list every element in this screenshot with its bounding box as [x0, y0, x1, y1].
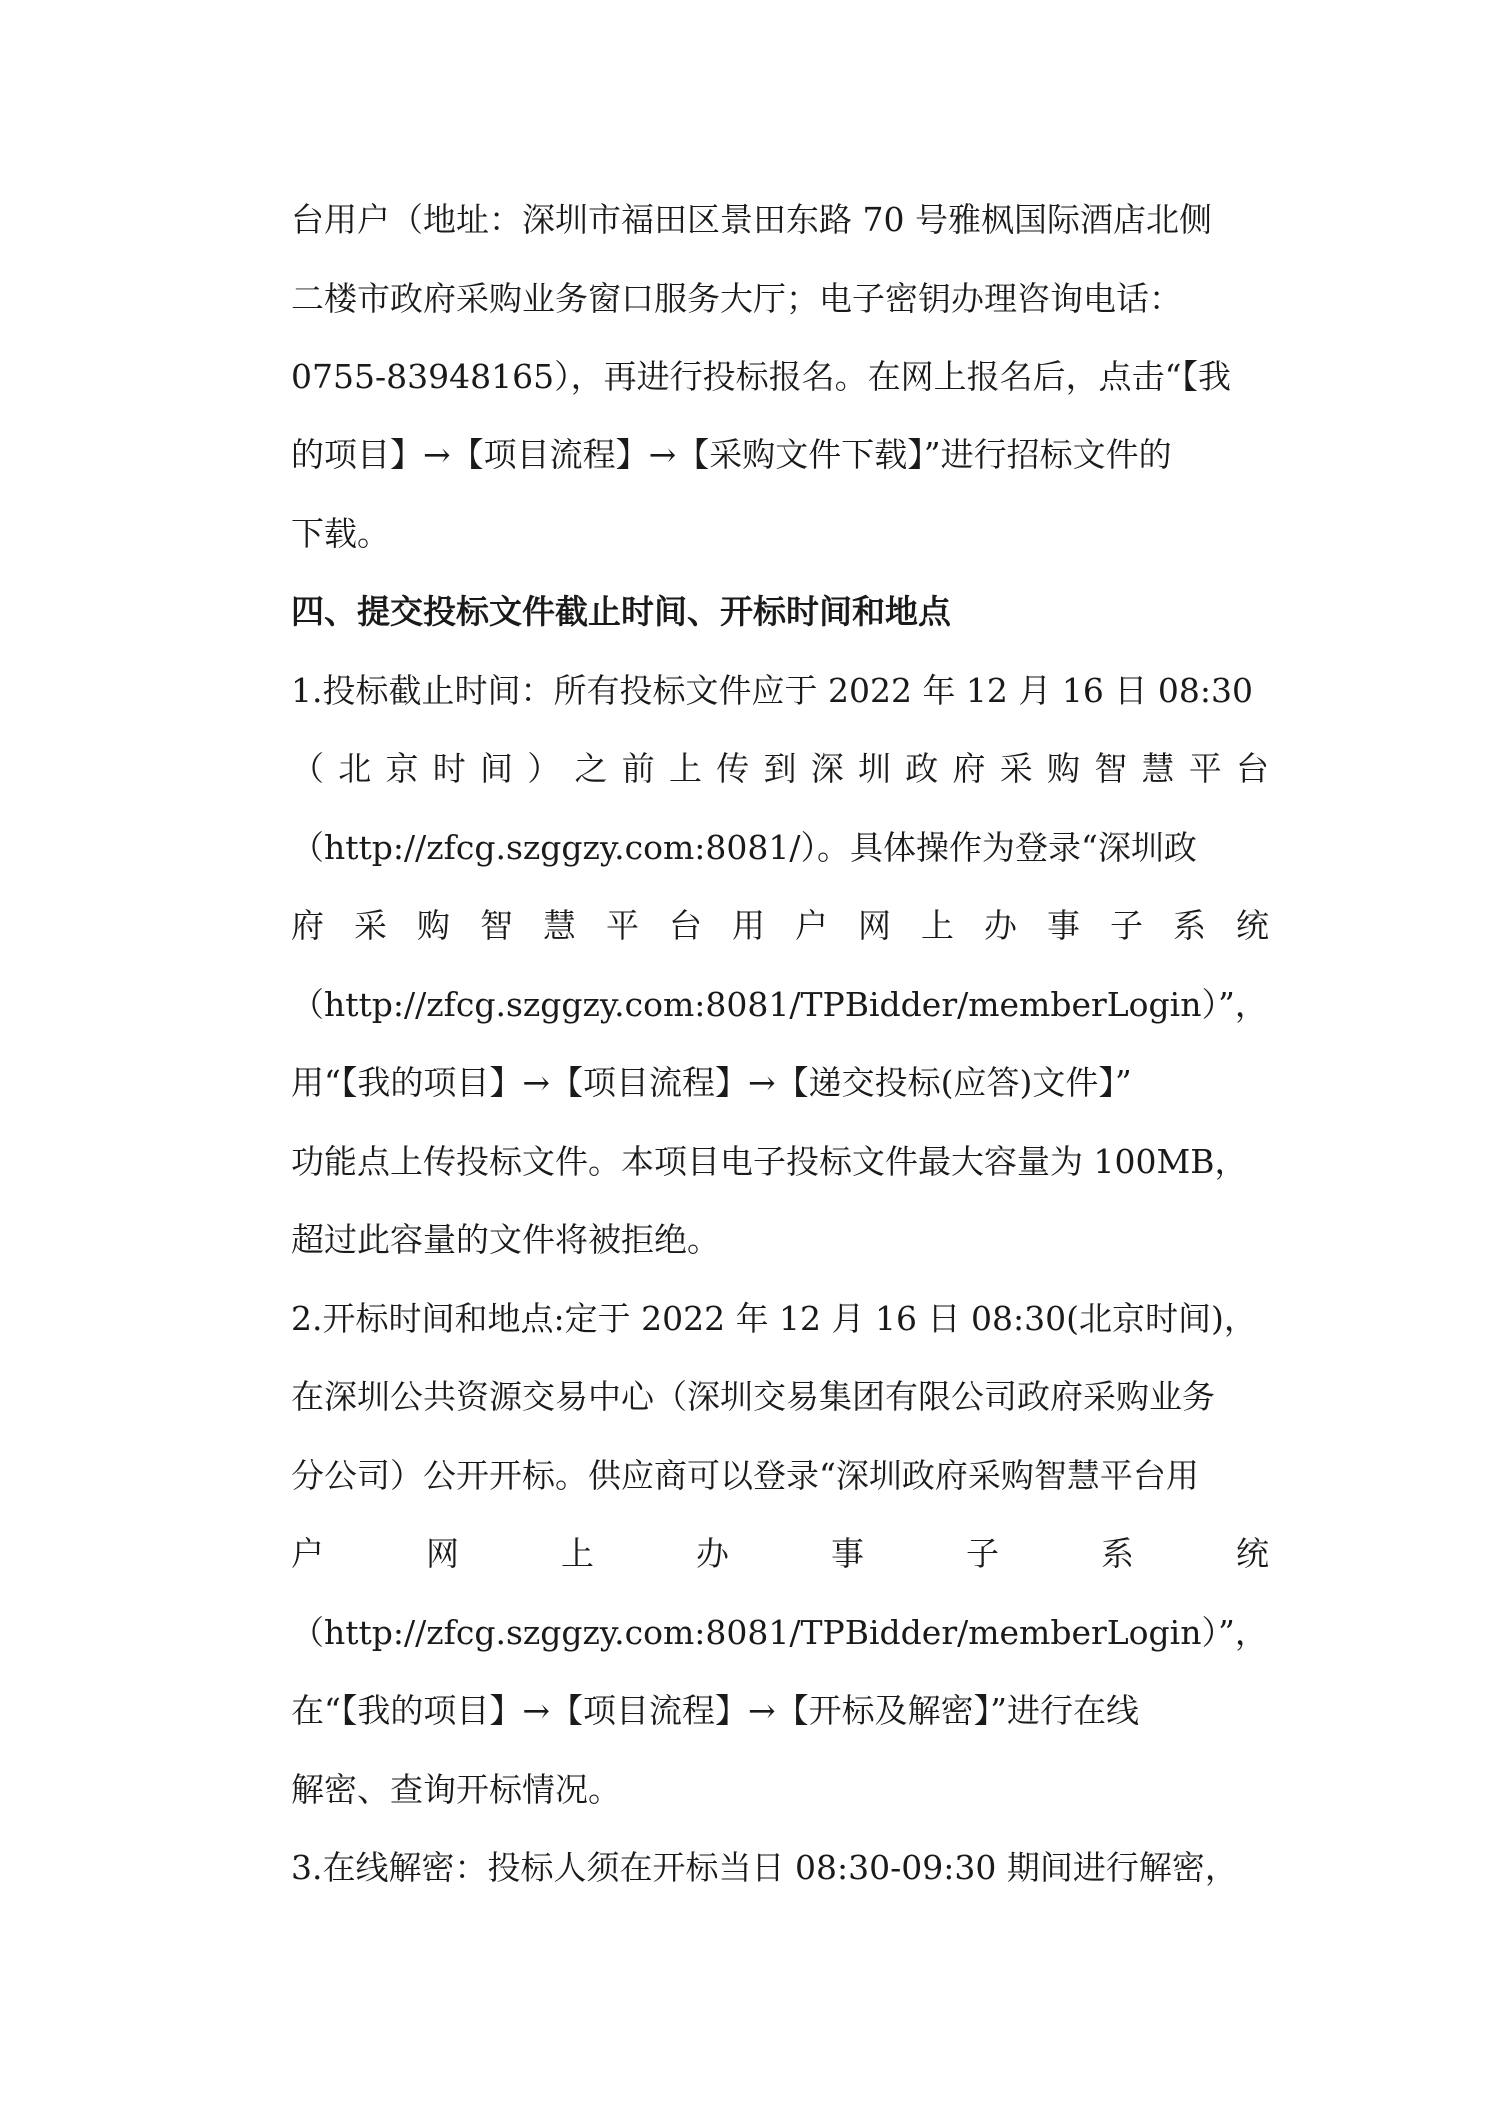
body-text-line: 3.在线解密：投标人须在开标当日 08:30-09:30 期间进行解密，: [291, 1848, 1238, 1887]
body-text-line: 府采购智慧平台用户网上办事子系统: [291, 906, 1269, 945]
body-text-line: 的项目】→【项目流程】→【采购文件下载】”进行招标文件的: [291, 435, 1172, 474]
body-text-line: （北京时间）之前上传到深圳政府采购智慧平台: [291, 749, 1269, 788]
body-text-line: 在深圳公共资源交易中心（深圳交易集团有限公司政府采购业务: [291, 1377, 1215, 1416]
url-text-line: （http://zfcg.szggzy.com:8081/TPBidder/memberLogin）”，: [291, 1613, 1268, 1652]
body-text-line: 功能点上传投标文件。本项目电子投标文件最大容量为 100MB，: [291, 1142, 1248, 1181]
url-text-line: （http://zfcg.szggzy.com:8081/TPBidder/memberLogin）”，: [291, 985, 1268, 1024]
body-text-line: 下载。: [291, 514, 390, 553]
body-text-line: 解密、查询开标情况。: [291, 1770, 621, 1809]
body-text-line: 用“【我的项目】→【项目流程】→【递交投标(应答)文件】”: [291, 1063, 1132, 1102]
section-heading: 四、提交投标文件截止时间、开标时间和地点: [291, 592, 951, 631]
body-text-line: 台用户（地址：深圳市福田区景田东路 70 号雅枫国际酒店北侧: [291, 200, 1212, 239]
body-text-line: 分公司）公开开标。供应商可以登录“深圳政府采购智慧平台用: [291, 1456, 1199, 1495]
body-text-line: 在“【我的项目】→【项目流程】→【开标及解密】”进行在线: [291, 1691, 1140, 1730]
body-text-line: 1.投标截止时间：所有投标文件应于 2022 年 12 月 16 日 08:30: [291, 671, 1253, 710]
body-text-line: 0755-83948165），再进行投标报名。在网上报名后，点击“【我: [291, 357, 1231, 396]
body-text-line: 二楼市政府采购业务窗口服务大厅；电子密钥办理咨询电话：: [291, 279, 1182, 318]
url-text-line: （http://zfcg.szggzy.com:8081/）。具体操作为登录“深圳政: [291, 828, 1197, 867]
body-text-line: 2.开标时间和地点:定于 2022 年 12 月 16 日 08:30(北京时间)，: [291, 1299, 1257, 1338]
body-text-line: 户网上办事子系统: [291, 1534, 1269, 1573]
body-text-line: 超过此容量的文件将被拒绝。: [291, 1220, 720, 1259]
